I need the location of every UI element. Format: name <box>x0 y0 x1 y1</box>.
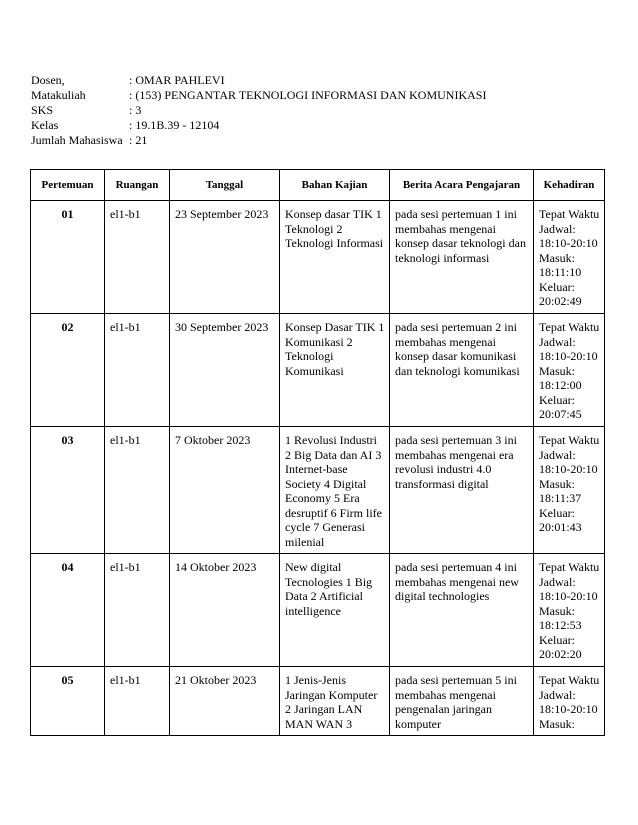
attendance-schedule-time: 18:10-20:10 <box>539 589 598 603</box>
info-label: Jumlah Mahasiswa <box>31 133 123 147</box>
date: 23 September 2023 <box>170 201 280 314</box>
attendance-status: Tepat Waktu <box>539 320 600 334</box>
table-row <box>31 667 605 736</box>
meeting-schedule-table <box>30 169 605 736</box>
attendance-in-label: Masuk: <box>539 250 575 265</box>
attendance-schedule-label: Jadwal: <box>539 447 576 462</box>
attendance-schedule-time: 18:10-20:10 <box>539 236 598 250</box>
attendance-in-time: 18:12:00 <box>539 378 582 392</box>
info-label: Matakuliah <box>31 88 86 102</box>
attendance <box>534 667 605 736</box>
room: el1-b1 <box>105 201 170 314</box>
attendance-out-time: 20:02:20 <box>539 647 582 661</box>
attendance-schedule-label: Jadwal: <box>539 687 576 702</box>
info-row-lecturer <box>31 73 486 88</box>
topic: Konsep dasar TIK 1 Teknologi 2 Teknologi Informasi <box>280 201 390 314</box>
attendance-schedule-time: 18:10-20:10 <box>539 702 598 716</box>
attendance-out-time: 20:01:43 <box>539 520 582 534</box>
table-row <box>31 554 605 667</box>
table-header-row <box>31 170 605 201</box>
attendance-schedule-label: Jadwal: <box>539 574 576 589</box>
meeting-number: 05 <box>31 667 105 736</box>
meeting-number: 02 <box>31 314 105 427</box>
attendance-in-label: Masuk: <box>539 363 575 378</box>
attendance <box>534 314 605 427</box>
topic: 1 Jenis-Jenis Jaringan Komputer 2 Jaringan LAN MAN WAN 3 <box>280 667 390 736</box>
table-row <box>31 201 605 314</box>
column-header-topic: Bahan Kajian <box>280 170 390 201</box>
date: 14 Oktober 2023 <box>170 554 280 667</box>
info-label: Dosen, <box>31 73 65 87</box>
room: el1-b1 <box>105 667 170 736</box>
attendance-in-time: 18:11:10 <box>539 265 582 279</box>
info-value: : 3 <box>129 103 142 117</box>
topic: New digital Tecnologies 1 Big Data 2 Artificial intelligence <box>280 554 390 667</box>
attendance <box>534 554 605 667</box>
info-row-course <box>31 88 486 103</box>
date: 7 Oktober 2023 <box>170 427 280 554</box>
course-info <box>31 73 486 148</box>
attendance-status: Tepat Waktu <box>539 433 600 447</box>
info-value: : 21 <box>129 133 148 147</box>
report: pada sesi pertemuan 2 ini membahas mengenai konsep dasar komunikasi dan teknologi komunikasi <box>390 314 534 427</box>
report: pada sesi pertemuan 5 ini membahas mengenai pengenalan jaringan komputer <box>390 667 534 736</box>
info-row-credits <box>31 103 486 118</box>
topic: Konsep Dasar TIK 1 Komunikasi 2 Teknologi Komunikasi <box>280 314 390 427</box>
attendance-in-label: Masuk: <box>539 716 575 731</box>
attendance-out-label: Keluar: <box>539 392 575 407</box>
room: el1-b1 <box>105 554 170 667</box>
info-value: : OMAR PAHLEVI <box>129 73 225 87</box>
attendance-out-time: 20:07:45 <box>539 407 582 421</box>
room: el1-b1 <box>105 427 170 554</box>
report: pada sesi pertemuan 3 ini membahas mengenai era revolusi industri 4.0 transformasi digital <box>390 427 534 554</box>
attendance <box>534 427 605 554</box>
attendance-schedule-label: Jadwal: <box>539 334 576 349</box>
attendance-out-time: 20:02:49 <box>539 294 582 308</box>
column-header-room: Ruangan <box>105 170 170 201</box>
column-header-attendance: Kehadiran <box>534 170 605 201</box>
attendance-status: Tepat Waktu <box>539 207 600 221</box>
attendance-out-label: Keluar: <box>539 279 575 294</box>
date: 30 September 2023 <box>170 314 280 427</box>
table-row <box>31 427 605 554</box>
attendance-in-time: 18:12:53 <box>539 618 582 632</box>
report: pada sesi pertemuan 1 ini membahas mengenai konsep dasar teknologi dan teknologi informasi <box>390 201 534 314</box>
attendance-schedule-label: Jadwal: <box>539 221 576 236</box>
info-value: : (153) PENGANTAR TEKNOLOGI INFORMASI DAN KOMUNIKASI <box>129 88 487 102</box>
info-value: : 19.1B.39 - 12104 <box>129 118 220 132</box>
table-row <box>31 314 605 427</box>
attendance-status: Tepat Waktu <box>539 560 600 574</box>
column-header-meeting: Pertemuan <box>31 170 105 201</box>
info-label: SKS <box>31 103 54 117</box>
meeting-number: 01 <box>31 201 105 314</box>
info-row-students <box>31 133 486 148</box>
date: 21 Oktober 2023 <box>170 667 280 736</box>
room: el1-b1 <box>105 314 170 427</box>
attendance-in-time: 18:11:37 <box>539 491 582 505</box>
attendance-schedule-time: 18:10-20:10 <box>539 462 598 476</box>
attendance-schedule-time: 18:10-20:10 <box>539 349 598 363</box>
attendance-out-label: Keluar: <box>539 632 575 647</box>
info-label: Kelas <box>31 118 59 132</box>
attendance-out-label: Keluar: <box>539 505 575 520</box>
column-header-report: Berita Acara Pengajaran <box>390 170 534 201</box>
attendance-status: Tepat Waktu <box>539 673 600 687</box>
meeting-number: 03 <box>31 427 105 554</box>
attendance-in-label: Masuk: <box>539 603 575 618</box>
meeting-number: 04 <box>31 554 105 667</box>
column-header-date: Tanggal <box>170 170 280 201</box>
attendance <box>534 201 605 314</box>
attendance-in-label: Masuk: <box>539 476 575 491</box>
info-row-class <box>31 118 486 133</box>
report: pada sesi pertemuan 4 ini membahas mengenai new digital technologies <box>390 554 534 667</box>
topic: 1 Revolusi Industri 2 Big Data dan AI 3 Internet-base Society 4 Digital Economy 5 Era desruptif 6 Firm life cycle 7 Generasi milenial <box>280 427 390 554</box>
